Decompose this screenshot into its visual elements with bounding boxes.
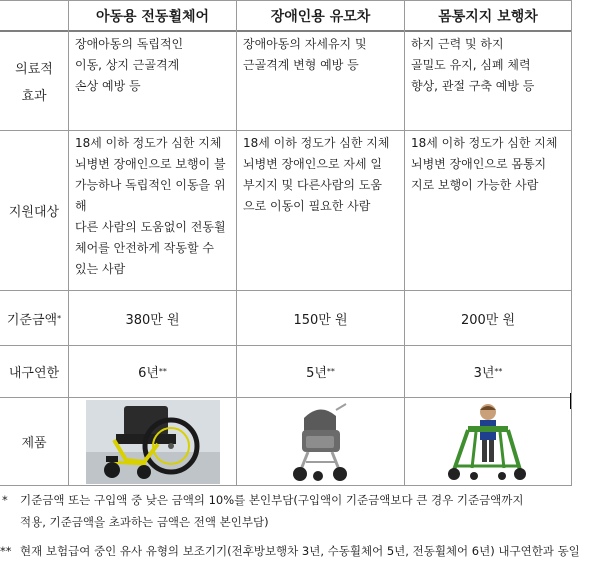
durability-value: 6년: [138, 366, 159, 381]
footnote-mark: *: [57, 313, 62, 323]
cell-line: 다른 사람의 도움없이 전동휠: [75, 220, 226, 234]
cell-line: 손상 예방 등: [75, 79, 141, 93]
footnote-line: 적용, 기준금액을 초과하는 금액은 전액 본인부담): [20, 515, 269, 529]
text-cursor: [570, 393, 571, 409]
durability-cell: [237, 346, 404, 397]
footnote-mark: **: [494, 367, 503, 376]
cell-line: 향상, 관절 구축 예방 등: [411, 79, 535, 93]
cell-line: 부지지 및 다른사람의 도움: [243, 178, 382, 192]
cell-line: 골밀도 유지, 심폐 체력: [411, 58, 531, 72]
footnote-mark: *: [2, 493, 8, 507]
column-header: 장애인용 유모차: [270, 9, 371, 25]
durability-value: 3년: [473, 366, 495, 381]
cell-line: 뇌병변 장애인으로 자세 일: [243, 157, 382, 171]
target-cell: [405, 133, 571, 196]
table-bottom-border: [0, 485, 572, 486]
walker-photo: [438, 400, 534, 484]
row-label-text: 기준금액: [6, 312, 58, 328]
durability-value: 5년: [306, 366, 327, 381]
row-label-medical-effect: [0, 32, 68, 130]
base-amount-cell: 150만 원: [293, 312, 348, 328]
cell-line: 장애아동의 독립적인: [75, 37, 184, 51]
medical-effect-cell: [237, 34, 404, 76]
row-label-target: 지원대상: [8, 205, 60, 220]
cell-line: 뇌병변 장애인으로 보행이 불: [75, 157, 226, 171]
row-label-product: 제품: [21, 436, 47, 451]
base-amount-cell: 200만 원: [460, 312, 516, 328]
cell-line: 지로 보행이 가능한 사람: [411, 178, 539, 192]
footnote-mark: **: [0, 544, 12, 558]
durability-cell: [69, 346, 236, 397]
row-divider: [0, 130, 572, 131]
header-divider: [0, 30, 572, 32]
cell-line: 으로 이동이 필요한 사람: [243, 199, 371, 213]
medical-effect-cell: [69, 34, 236, 97]
table-right-border: [571, 0, 572, 486]
cell-line: 18세 이하 정도가 심한 지체: [243, 136, 390, 150]
table-top-border: [0, 0, 572, 1]
row-label-base-amount: [0, 291, 68, 345]
row-label-line: 효과: [21, 89, 47, 104]
stroller-photo: [286, 400, 354, 484]
cell-line: 가능하나 독립적인 이동을 위해: [75, 178, 226, 213]
footnote-line: 현재 보험급여 중인 유사 유형의 보조기기(전후방보행차 3년, 수동휠체어 5년, 전동휠체어 6년) 내구연한과 동일: [20, 544, 580, 558]
cell-line: 뇌병변 장애인으로 몸통지: [411, 157, 547, 171]
cell-line: 이동, 상지 근골격계: [75, 58, 180, 72]
cell-line: 체어를 안전하게 작동할 수: [75, 241, 214, 255]
durability-cell: [405, 346, 571, 397]
footnote-line: 기준금액 또는 구입액 중 낮은 금액의 10%를 본인부담(구입액이 기준금액보다 큰 경우 기준금액까지: [20, 493, 524, 507]
target-cell: [237, 133, 404, 217]
cell-line: 하지 근력 및 하지: [411, 37, 504, 51]
cell-line: 18세 이하 정도가 심한 지체: [75, 136, 222, 150]
footnote-mark: **: [158, 367, 167, 376]
row-divider: [0, 397, 572, 398]
wheelchair-photo: [86, 400, 220, 484]
row-label-line: 의료적: [15, 62, 53, 77]
base-amount-cell: 380만 원: [125, 312, 180, 328]
target-cell: [69, 133, 236, 280]
column-header: 아동용 전동휠체어: [95, 9, 210, 25]
cell-line: 근골격계 변형 예방 등: [243, 58, 359, 72]
cell-line: 있는 사람: [75, 262, 126, 276]
cell-line: 18세 이하 정도가 심한 지체: [411, 136, 558, 150]
cell-line: 장애아동의 자세유지 및: [243, 37, 367, 51]
medical-effect-cell: [405, 34, 571, 97]
row-label-durability: 내구연한: [8, 366, 60, 381]
footnote-mark: **: [326, 367, 335, 376]
column-header: 몸통지지 보행차: [438, 9, 538, 25]
